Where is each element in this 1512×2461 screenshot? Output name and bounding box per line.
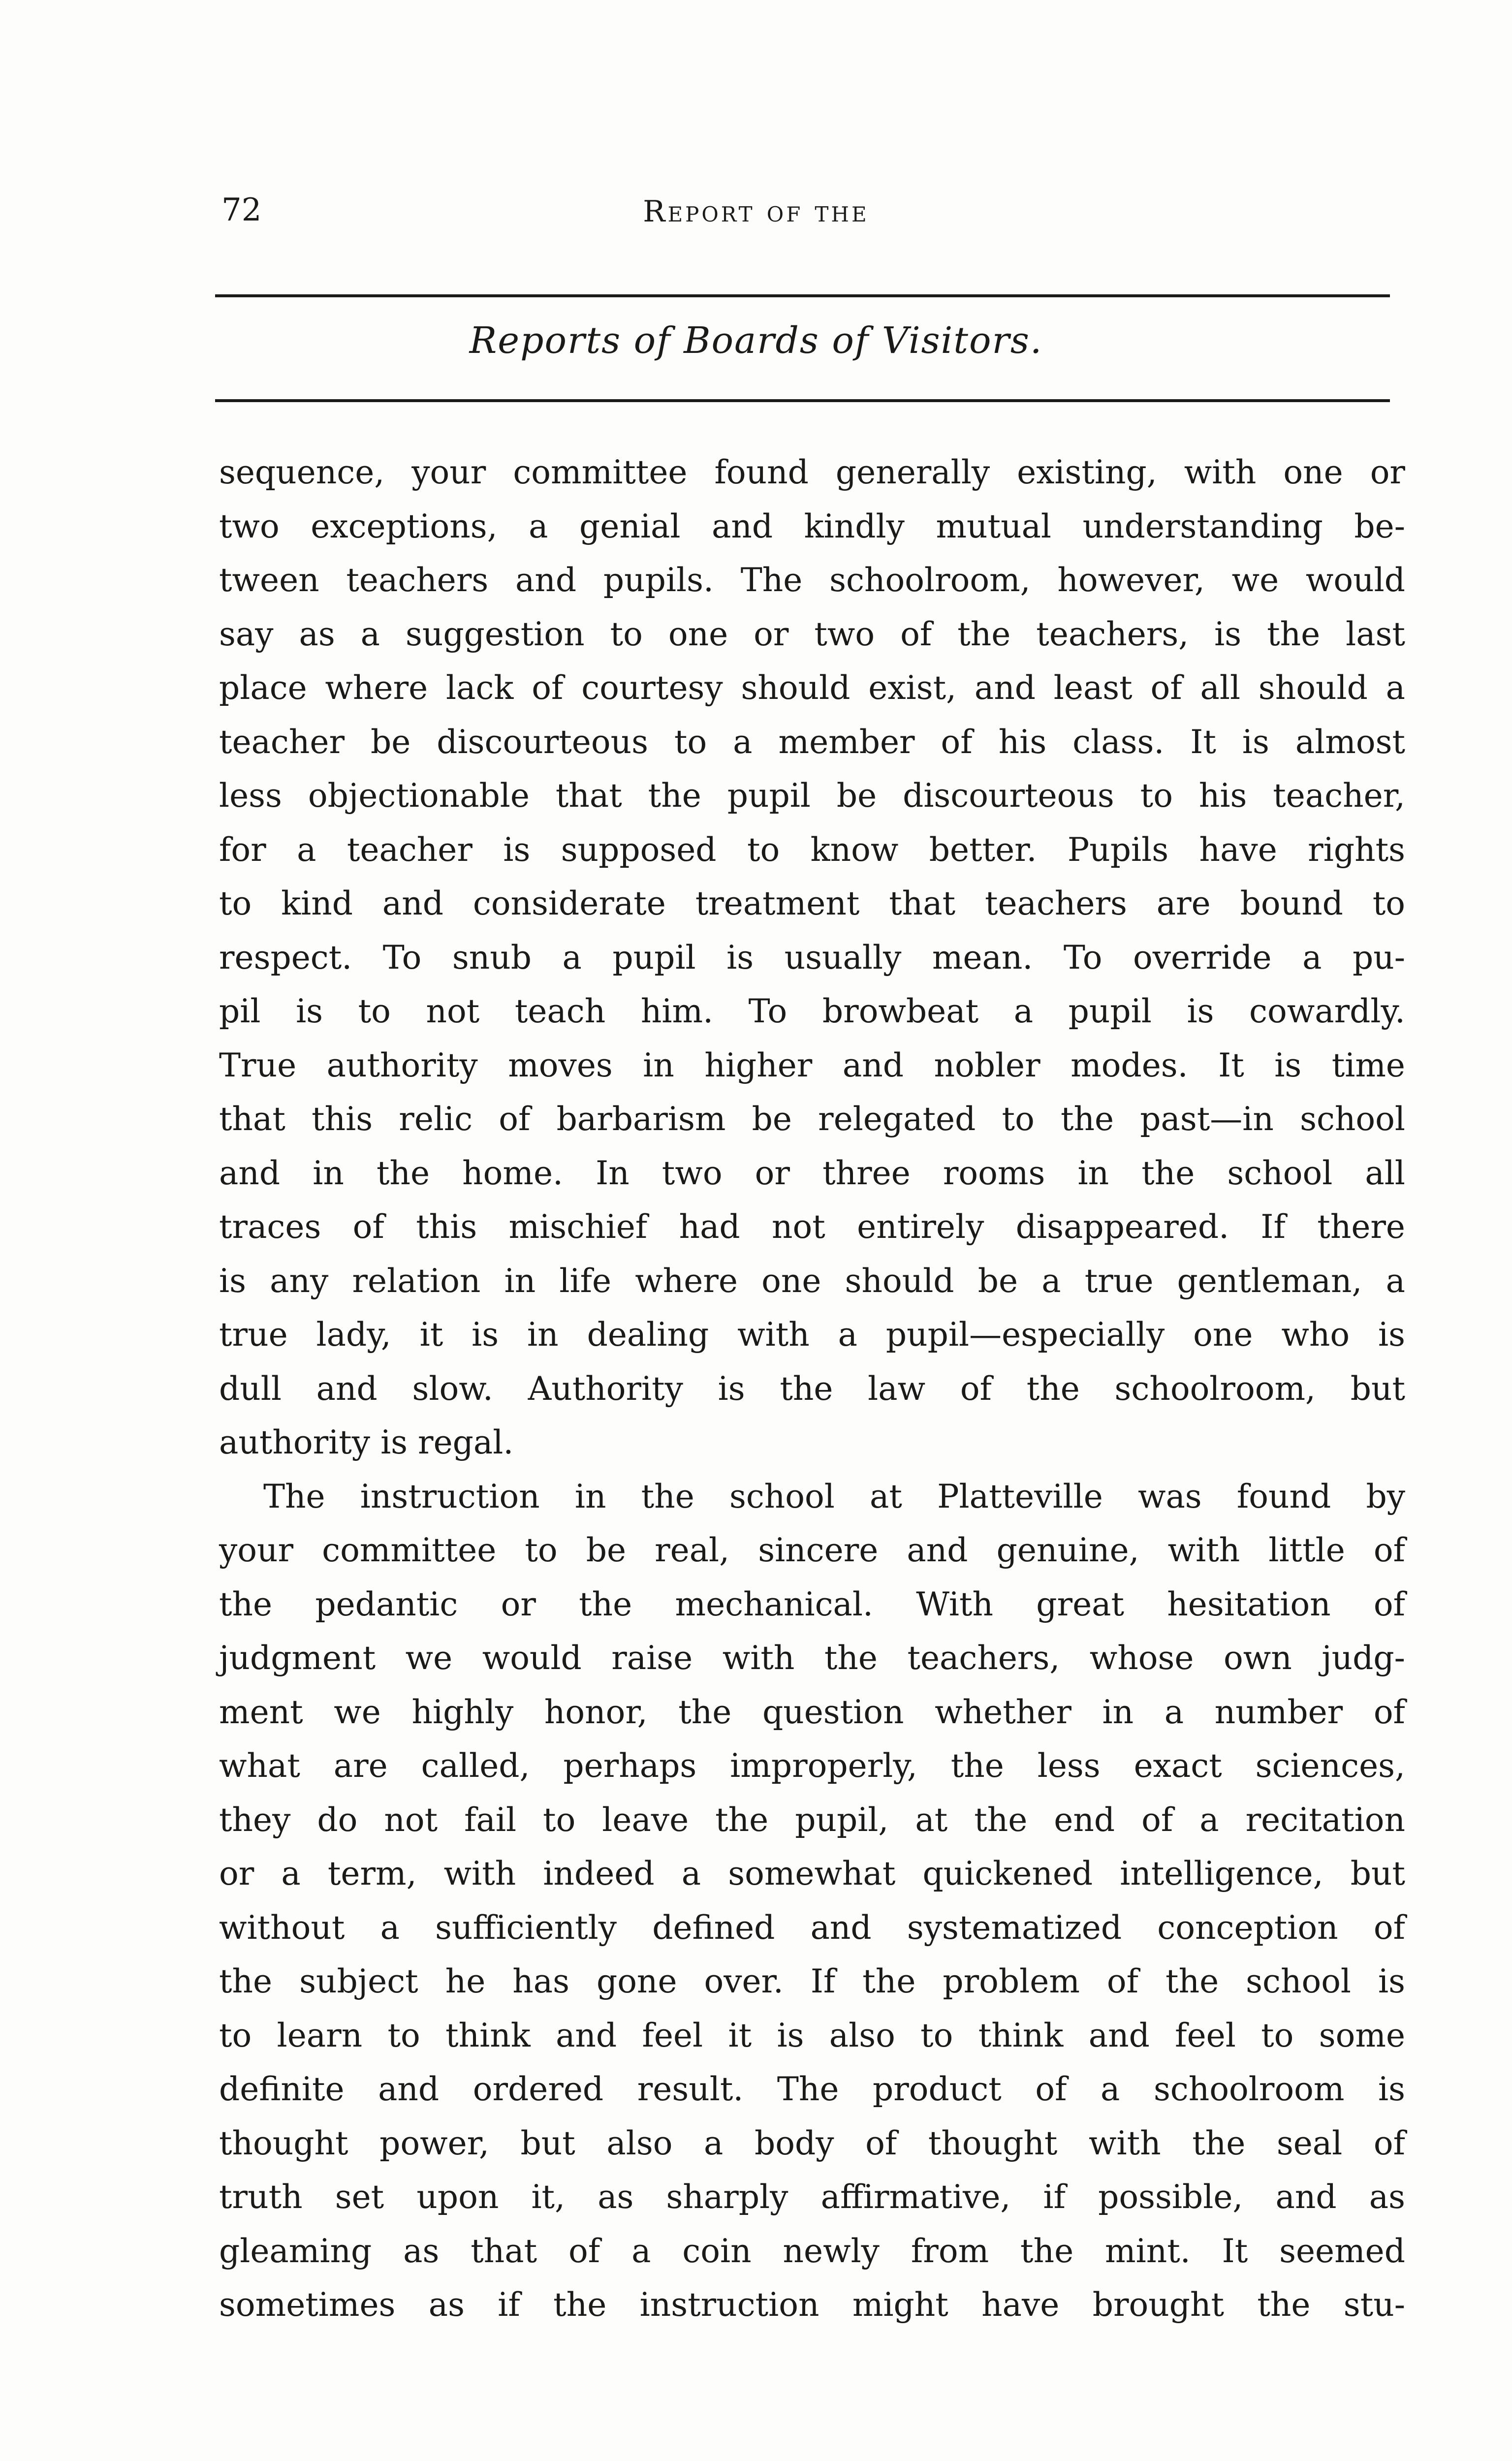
text-line: definite and ordered result. The product of a schoolroom is bbox=[219, 2070, 1405, 2108]
text-line: judgment we would raise with the teachers, whose own judg- bbox=[219, 1639, 1405, 1677]
text-line: they do not fail to leave the pupil, at the end of a recitation bbox=[219, 1800, 1405, 1839]
text-line: sometimes as if the instruction might have brought the stu- bbox=[219, 2286, 1405, 2324]
text-line: and in the home. In two or three rooms in the school all bbox=[219, 1154, 1405, 1192]
text-line: pil is to not teach him. To browbeat a pupil is cowardly. bbox=[219, 992, 1405, 1030]
text-line: the subject he has gone over. If the problem of the school is bbox=[219, 1962, 1405, 2000]
text-line: ment we highly honor, the question whether in a number of bbox=[219, 1693, 1405, 1731]
text-line: gleaming as that of a coin newly from the mint. It seemed bbox=[219, 2232, 1405, 2270]
text-line: truth set upon it, as sharply affirmative, if possible, and as bbox=[219, 2178, 1405, 2216]
text-line: thought power, but also a body of thought with the seal of bbox=[219, 2124, 1405, 2162]
text-line: less objectionable that the pupil be discourteous to his teacher, bbox=[219, 777, 1405, 815]
section-title: Reports of Boards of Visitors. bbox=[469, 319, 1043, 362]
page-number: 72 bbox=[221, 192, 262, 228]
text-line: the pedantic or the mechanical. With great hesitation of bbox=[219, 1585, 1405, 1623]
text-line: place where lack of courtesy should exist, and least of all should a bbox=[219, 669, 1405, 707]
text-line: tween teachers and pupils. The schoolroom, however, we would bbox=[219, 561, 1405, 599]
text-line: that this relic of barbarism be relegated to the past—in school bbox=[219, 1100, 1405, 1138]
text-line: True authority moves in higher and nobler modes. It is time bbox=[219, 1046, 1405, 1084]
text-line: your committee to be real, sincere and genuine, with little of bbox=[219, 1531, 1405, 1569]
text-line: is any relation in life where one should be a true gentleman, a bbox=[219, 1262, 1405, 1300]
text-line: for a teacher is supposed to know better. Pupils have rights bbox=[219, 830, 1405, 869]
text-line: true lady, it is in dealing with a pupil—especially one who is bbox=[219, 1316, 1405, 1354]
text-line-paragraph-end: authority is regal. bbox=[219, 1423, 514, 1461]
text-line: traces of this mischief had not entirely disappeared. If there bbox=[219, 1208, 1405, 1246]
text-line: teacher be discourteous to a member of his class. It is almost bbox=[219, 723, 1405, 761]
text-line: dull and slow. Authority is the law of the schoolroom, but bbox=[219, 1369, 1405, 1408]
text-line: respect. To snub a pupil is usually mean. To override a pu- bbox=[219, 938, 1405, 977]
text-line: say as a suggestion to one or two of the teachers, is the last bbox=[219, 615, 1405, 653]
text-line: or a term, with indeed a somewhat quickened intelligence, but bbox=[219, 1855, 1405, 1893]
text-line: what are called, perhaps improperly, the less exact sciences, bbox=[219, 1747, 1405, 1785]
running-head: Report of the bbox=[643, 194, 869, 229]
text-line-paragraph-start: The instruction in the school at Platteville was found by bbox=[263, 1477, 1405, 1515]
text-line: to learn to think and feel it is also to think and feel to some bbox=[219, 2016, 1405, 2054]
header-rule-bottom bbox=[215, 399, 1390, 402]
text-line: without a sufficiently defined and systematized conception of bbox=[219, 1908, 1405, 1947]
body-text bbox=[219, 445, 1405, 2332]
text-line: to kind and considerate treatment that teachers are bound to bbox=[219, 884, 1405, 922]
text-line: two exceptions, a genial and kindly mutual understanding be- bbox=[219, 507, 1405, 545]
text-line: sequence, your committee found generally existing, with one or bbox=[219, 453, 1405, 491]
header-rule-top bbox=[215, 294, 1390, 297]
